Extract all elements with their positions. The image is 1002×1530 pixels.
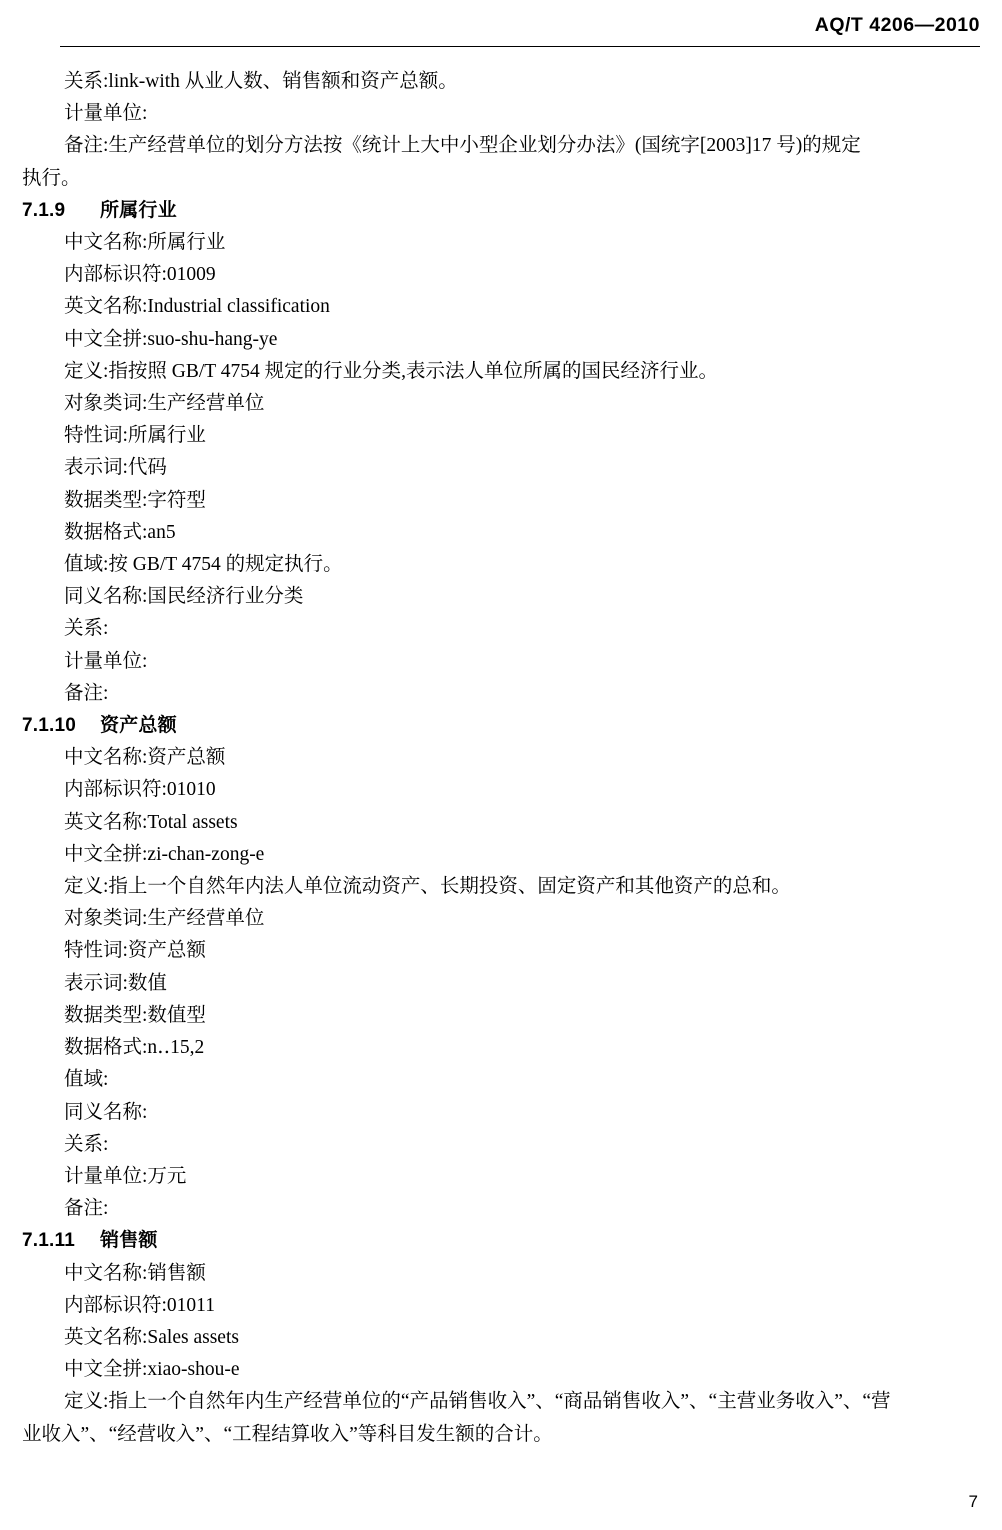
text-line: 定义:指上一个自然年内生产经营单位的“产品销售收入”、“商品销售收入”、“主营业务收入”、“营	[64, 1391, 891, 1413]
text-line: 中文名称:销售额	[64, 1262, 206, 1284]
text-line: 数据格式:an5	[64, 521, 176, 543]
text-line: 表示词:数值	[64, 972, 167, 994]
section-title: 销售额	[100, 1230, 158, 1252]
header-divider	[60, 46, 980, 47]
text-line: 内部标识符:01011	[64, 1294, 215, 1316]
text-line: 备注:	[64, 1198, 109, 1220]
text-line: 关系:	[64, 618, 109, 640]
text-line: 内部标识符:01009	[64, 264, 216, 286]
section-number: 7.1.10	[22, 715, 77, 737]
text-line: 定义:指上一个自然年内法人单位流动资产、长期投资、固定资产和其他资产的总和。	[64, 876, 791, 898]
text-line: 备注:生产经营单位的划分方法按《统计上大中小型企业划分办法》(国统字[2003]17 号)的规定	[64, 135, 861, 157]
text-line: 中文全拼:xiao-shou-e	[64, 1359, 240, 1381]
text-line: 内部标识符:01010	[64, 779, 216, 801]
text-line: 中文全拼:suo-shu-hang-ye	[64, 328, 278, 350]
text-line: 数据格式:n‥15,2	[64, 1037, 205, 1059]
text-line: 特性词:所属行业	[64, 425, 206, 447]
text-line: 数据类型:数值型	[64, 1004, 206, 1026]
section-heading	[22, 195, 980, 227]
section-number: 7.1.9	[22, 199, 66, 221]
text-line: 英文名称:Industrial classification	[64, 296, 330, 318]
text-line: 英文名称:Total assets	[64, 811, 238, 833]
text-line: 对象类词:生产经营单位	[64, 908, 265, 930]
section-title: 所属行业	[100, 199, 177, 221]
text-line: 数据类型:字符型	[64, 489, 206, 511]
page-header	[60, 14, 980, 54]
text-line: 同义名称:国民经济行业分类	[64, 586, 304, 608]
text-line: 业收入”、“经营收入”、“工程结算收入”等科目发生额的合计。	[22, 1423, 553, 1445]
text-line: 同义名称:	[64, 1101, 148, 1123]
section-number: 7.1.11	[22, 1230, 75, 1252]
text-line: 计量单位:	[64, 650, 148, 672]
text-line: 中文名称:资产总额	[64, 747, 226, 769]
section-heading	[22, 1225, 980, 1257]
text-line: 备注:	[64, 682, 109, 704]
text-line: 值域:	[64, 1069, 109, 1091]
text-line: 计量单位:	[64, 103, 148, 125]
section-heading	[22, 710, 980, 742]
page-content	[22, 66, 980, 1451]
text-line: 计量单位:万元	[64, 1165, 187, 1187]
standard-number: AQ/T 4206—2010	[814, 14, 980, 36]
page-number: 7	[968, 1492, 978, 1511]
section-title: 资产总额	[100, 715, 177, 737]
text-line: 中文全拼:zi-chan-zong-e	[64, 843, 265, 865]
text-line: 英文名称:Sales assets	[64, 1326, 239, 1348]
text-line: 特性词:资产总额	[64, 940, 206, 962]
text-line: 对象类词:生产经营单位	[64, 393, 265, 415]
text-line: 表示词:代码	[64, 457, 167, 479]
text-line: 关系:	[64, 1133, 109, 1155]
text-line: 执行。	[22, 167, 81, 189]
text-line: 值域:按 GB/T 4754 的规定执行。	[64, 554, 343, 576]
text-line: 关系:link-with 从业人数、销售额和资产总额。	[64, 71, 458, 92]
text-line: 定义:指按照 GB/T 4754 规定的行业分类,表示法人单位所属的国民经济行业。	[64, 360, 718, 382]
text-line: 中文名称:所属行业	[64, 232, 226, 254]
